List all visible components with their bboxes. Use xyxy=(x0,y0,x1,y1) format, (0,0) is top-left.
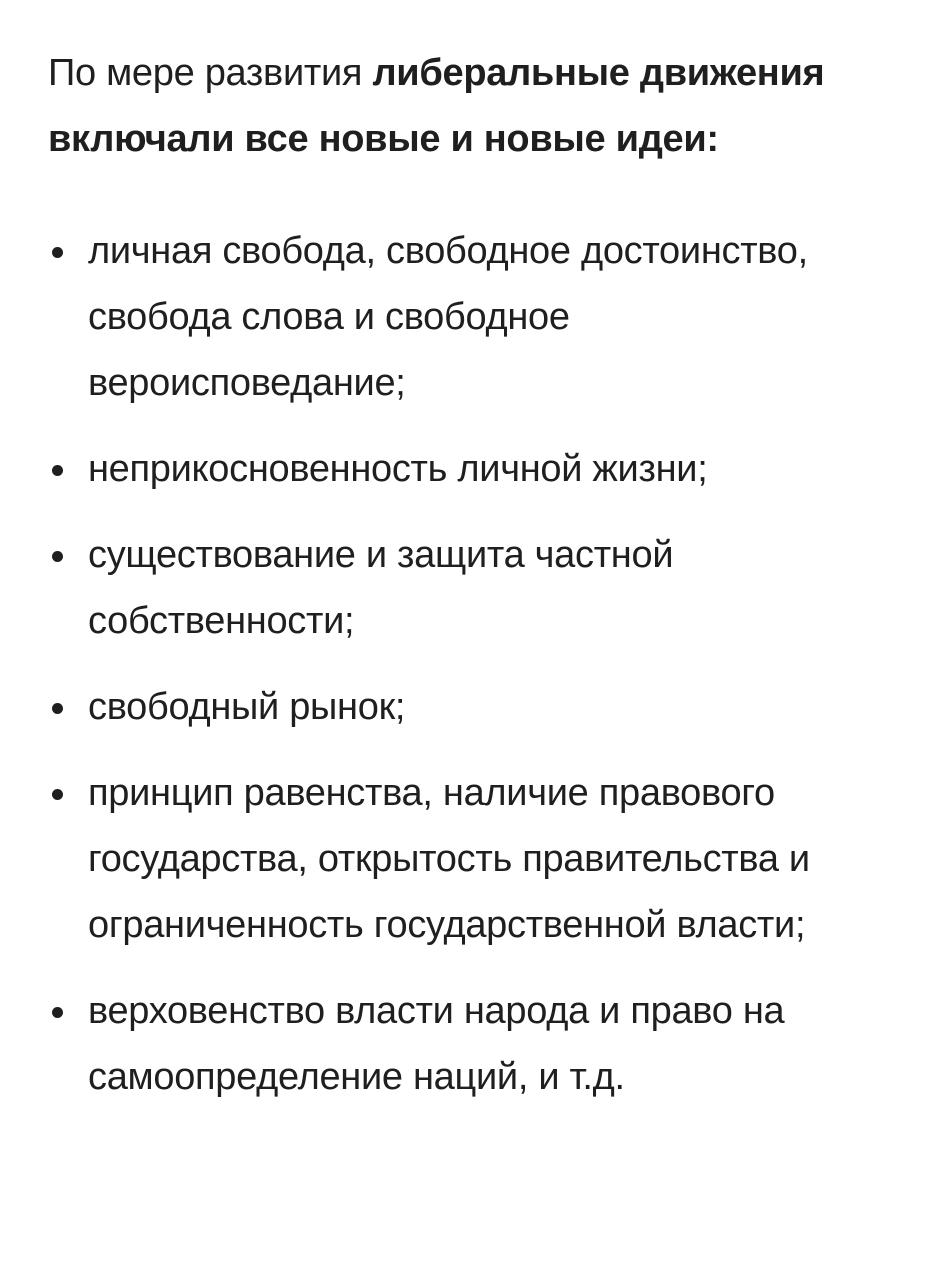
list-item-text: существование и защита частной собственности; xyxy=(88,534,674,642)
ideas-list xyxy=(48,218,896,1110)
bullet-icon xyxy=(52,247,63,258)
list-item-text: неприкосновенность личной жизни; xyxy=(88,448,708,490)
list-item-text: свободный рынок; xyxy=(88,686,406,728)
list-item-text: принцип равенства, наличие правового государства, открытость правительства и ограниченность государственной власти; xyxy=(88,772,810,946)
bullet-icon xyxy=(52,551,63,562)
list-item xyxy=(48,522,896,654)
bullet-icon xyxy=(52,789,63,800)
list-item xyxy=(48,436,896,502)
bullet-icon xyxy=(52,465,63,476)
list-item xyxy=(48,218,896,416)
bullet-icon xyxy=(52,703,63,714)
intro-paragraph xyxy=(48,40,896,172)
intro-plain-text: По мере развития xyxy=(48,52,373,94)
list-item-text: личная свобода, свободное достоинство, свобода слова и свободное вероисповедание; xyxy=(88,230,808,404)
list-item xyxy=(48,760,896,958)
list-item xyxy=(48,674,896,740)
list-item-text: верховенство власти народа и право на самоопределение наций, и т.д. xyxy=(88,990,785,1098)
intro-bold-text: либеральные движения включали все новые и новые идеи: xyxy=(48,52,825,160)
list-item xyxy=(48,978,896,1110)
bullet-icon xyxy=(52,1007,63,1018)
